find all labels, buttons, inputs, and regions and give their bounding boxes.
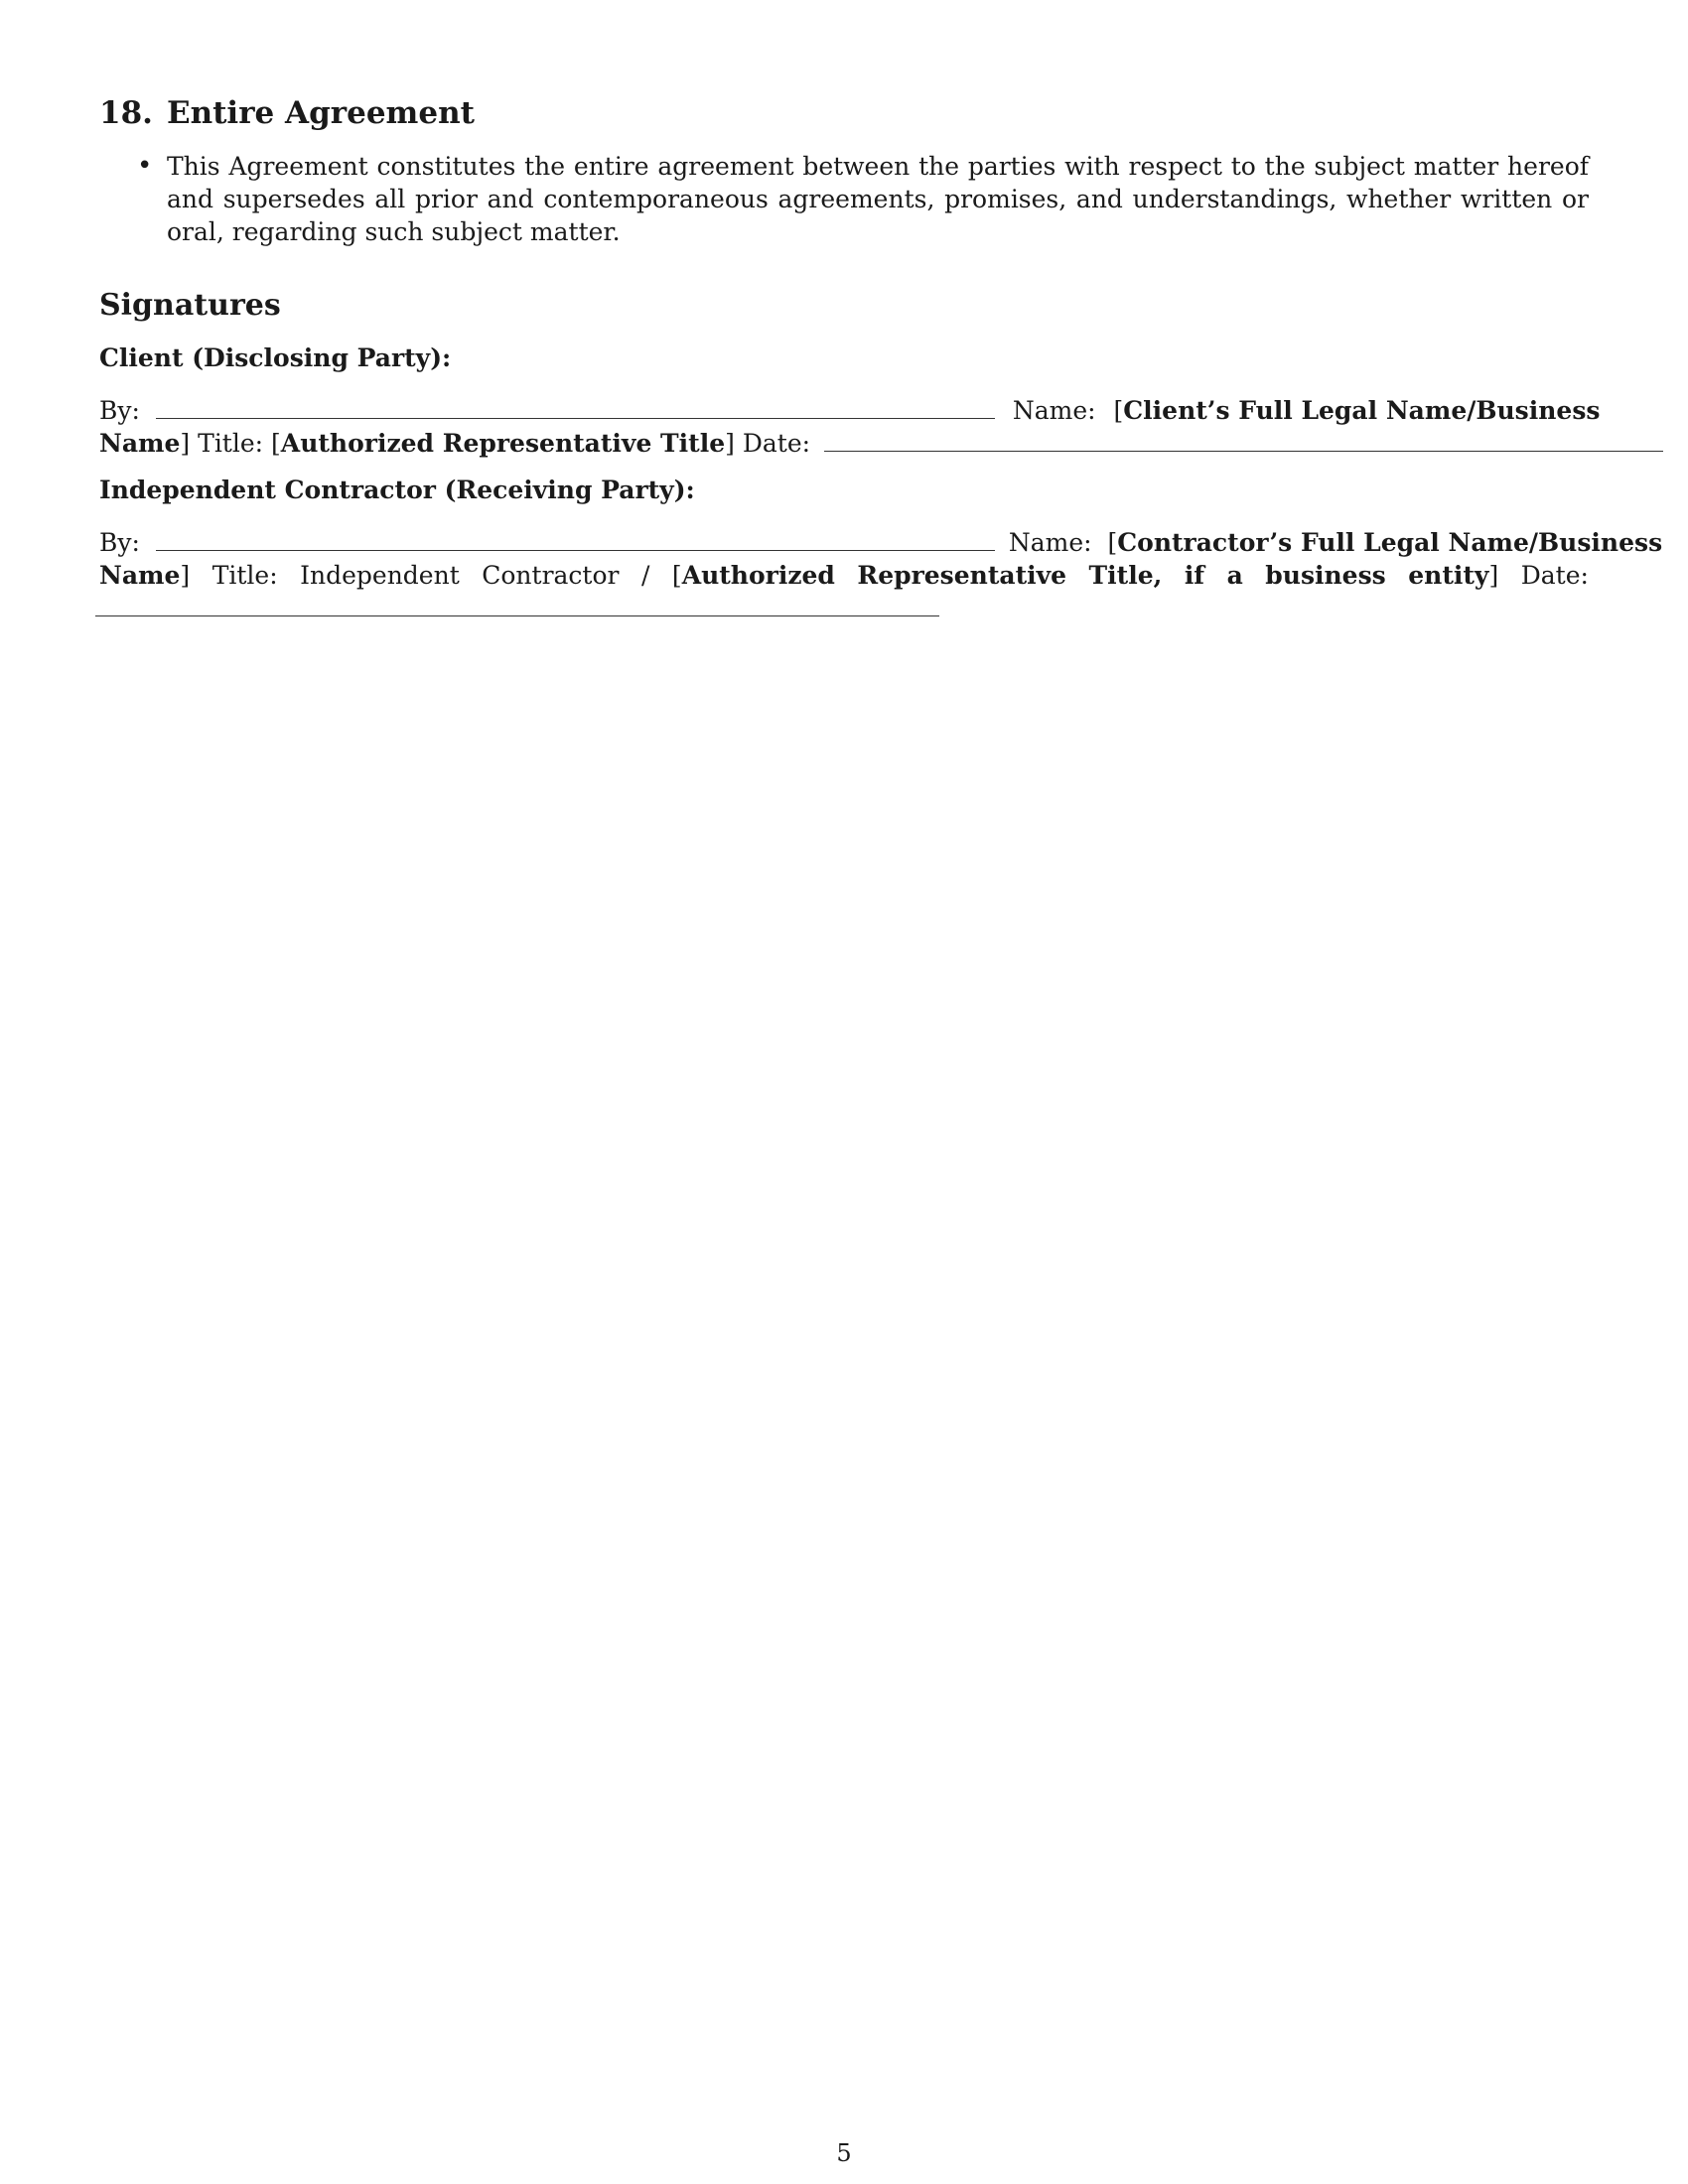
bullet-icon: • xyxy=(137,151,153,181)
contractor-party-label: Independent Contractor (Receiving Party): xyxy=(99,476,695,504)
bracket: [ xyxy=(671,561,682,590)
section-heading xyxy=(99,95,475,131)
bullet-text: This Agreement constitutes the entire agreement between the parties with respect to the subject matter hereof and supersedes all prior and contemporaneous agreements, promises, and understandings, whether written or oral, regarding such subject matter. xyxy=(167,152,1589,246)
title-bold-word: entity xyxy=(1408,561,1489,590)
contractor-date-field[interactable] xyxy=(95,615,939,616)
contractor-date-label: Date: xyxy=(1520,561,1589,590)
title-word: / xyxy=(640,561,650,590)
bracket: [ xyxy=(1107,528,1118,557)
contractor-by-label: By: xyxy=(99,528,140,557)
contractor-title-row xyxy=(99,559,1589,592)
contractor-name-value: Contractor’s Full Legal Name/Business xyxy=(1117,528,1663,557)
page-number: 5 xyxy=(836,2139,852,2167)
title-bold-word: if xyxy=(1184,561,1205,590)
client-signature-field[interactable] xyxy=(156,396,995,419)
client-date-field[interactable] xyxy=(824,429,1663,452)
section-title: Entire Agreement xyxy=(166,95,475,131)
client-name-label: Name: xyxy=(1012,396,1096,425)
client-party-label: Client (Disclosing Party): xyxy=(99,343,452,372)
client-name-value: Client’s Full Legal Name/Business xyxy=(1123,396,1601,425)
contractor-name-label: Name: xyxy=(1008,528,1092,557)
section-number: 18. xyxy=(99,95,153,131)
bracket: ] xyxy=(180,561,191,590)
client-title-row xyxy=(99,427,1663,460)
bracket: ] xyxy=(180,429,191,458)
client-date-label: Date: xyxy=(742,429,811,458)
bracket: ] xyxy=(725,429,735,458)
contractor-signature-row xyxy=(99,526,1662,559)
bracket: ] xyxy=(1488,561,1499,590)
title-bold-word: Authorized xyxy=(681,561,835,590)
contractor-name-value-cont: Name xyxy=(99,561,181,590)
client-title-label: Title: xyxy=(198,429,264,458)
client-signature-row xyxy=(99,394,1600,427)
client-name-value-cont: Name xyxy=(99,429,181,458)
contractor-signature-field[interactable] xyxy=(156,528,995,551)
signatures-heading: Signatures xyxy=(99,288,281,323)
bracket: [ xyxy=(1113,396,1124,425)
title-word: Contractor xyxy=(482,561,620,590)
client-title-value: Authorized Representative Title xyxy=(280,429,726,458)
bracket: [ xyxy=(271,429,281,458)
title-bold-word: business xyxy=(1265,561,1386,590)
title-bold-word: Representative xyxy=(857,561,1067,590)
title-bold-word: Title, xyxy=(1088,561,1163,590)
contractor-title-label: Title: xyxy=(211,561,278,590)
title-bold-word: a xyxy=(1226,561,1243,590)
title-word: Independent xyxy=(300,561,460,590)
client-by-label: By: xyxy=(99,396,140,425)
